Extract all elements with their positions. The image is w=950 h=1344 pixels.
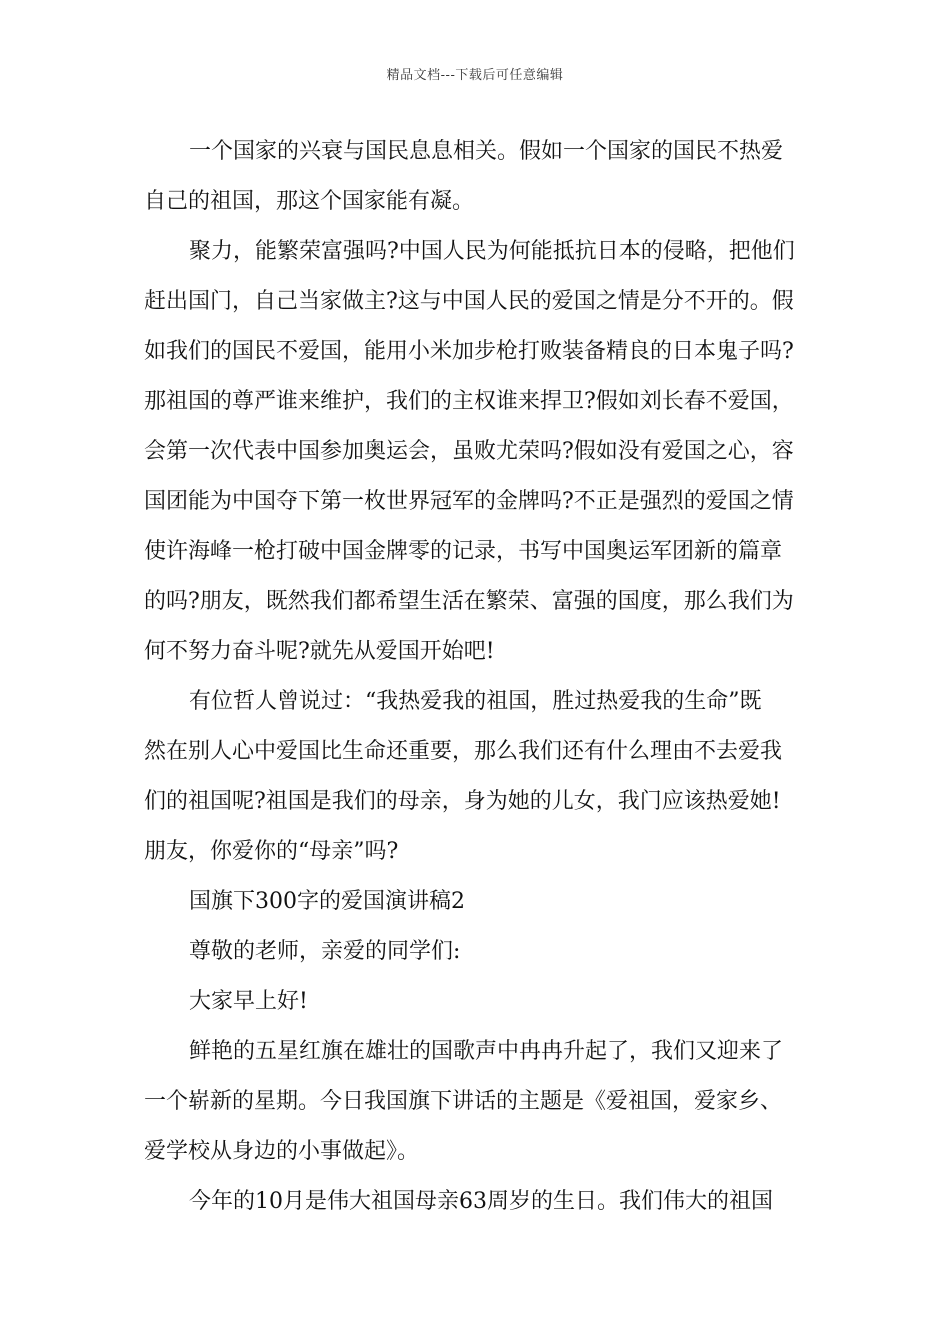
text-line: 鲜艳的五星红旗在雄壮的国歌声中冉冉升起了，我们又迎来了	[189, 1039, 784, 1064]
text-line: 一个崭新的星期。今日我国旗下讲话的主题是《爱祖国，爱家乡、	[144, 1089, 783, 1114]
section-title: 国旗下300字的爱国演讲稿2	[189, 889, 465, 914]
text-line: 今年的10月是伟大祖国母亲63周岁的生日。我们伟大的祖国	[189, 1189, 773, 1214]
text-line: 何不努力奋斗呢?就先从爱国开始吧!	[144, 639, 495, 664]
text-line: 然在别人心中爱国比生命还重要，那么我们还有什么理由不去爱我	[144, 739, 783, 764]
text-line: 会第一次代表中国参加奥运会，虽败尤荣吗?假如没有爱国之心，容	[144, 439, 794, 464]
text-line: 们的祖国呢?祖国是我们的母亲，身为她的儿女，我门应该热爱她!	[144, 789, 781, 814]
text-line: 自己的祖国，那这个国家能有凝。	[144, 189, 475, 214]
text-line: 聚力，能繁荣富强吗?中国人民为何能抵抗日本的侵略，把他们	[189, 239, 795, 264]
text-line: 赶出国门，自己当家做主?这与中国人民的爱国之情是分不开的。假	[144, 289, 794, 314]
text-line: 如我们的国民不爱国，能用小米加步枪打败装备精良的日本鬼子吗?	[144, 339, 794, 364]
text-line: 那祖国的尊严谁来维护，我们的主权谁来捍卫?假如刘长春不爱国，	[144, 389, 794, 414]
document-body	[144, 127, 809, 1227]
salutation: 尊敬的老师，亲爱的同学们:	[189, 939, 461, 964]
text-line: 使许海峰一枪打破中国金牌零的记录，书写中国奥运军团新的篇章	[144, 539, 783, 564]
page-header: 精品文档---下载后可任意编辑	[386, 68, 564, 83]
text-line: 爱学校从身边的小事做起》。	[144, 1139, 420, 1164]
greeting: 大家早上好!	[189, 989, 308, 1014]
text-line: 朋友，你爱你的“母亲”吗?	[144, 839, 399, 864]
text-line: 一个国家的兴衰与国民息息相关。假如一个国家的国民不热爱	[189, 139, 784, 164]
text-line: 有位哲人曾说过：“我热爱我的祖国，胜过热爱我的生命”既	[189, 689, 762, 714]
text-line: 的吗?朋友，既然我们都希望生活在繁荣、富强的国度，那么我们为	[144, 589, 794, 614]
text-line: 国团能为中国夺下第一枚世界冠军的金牌吗?不正是强烈的爱国之情	[144, 489, 794, 514]
